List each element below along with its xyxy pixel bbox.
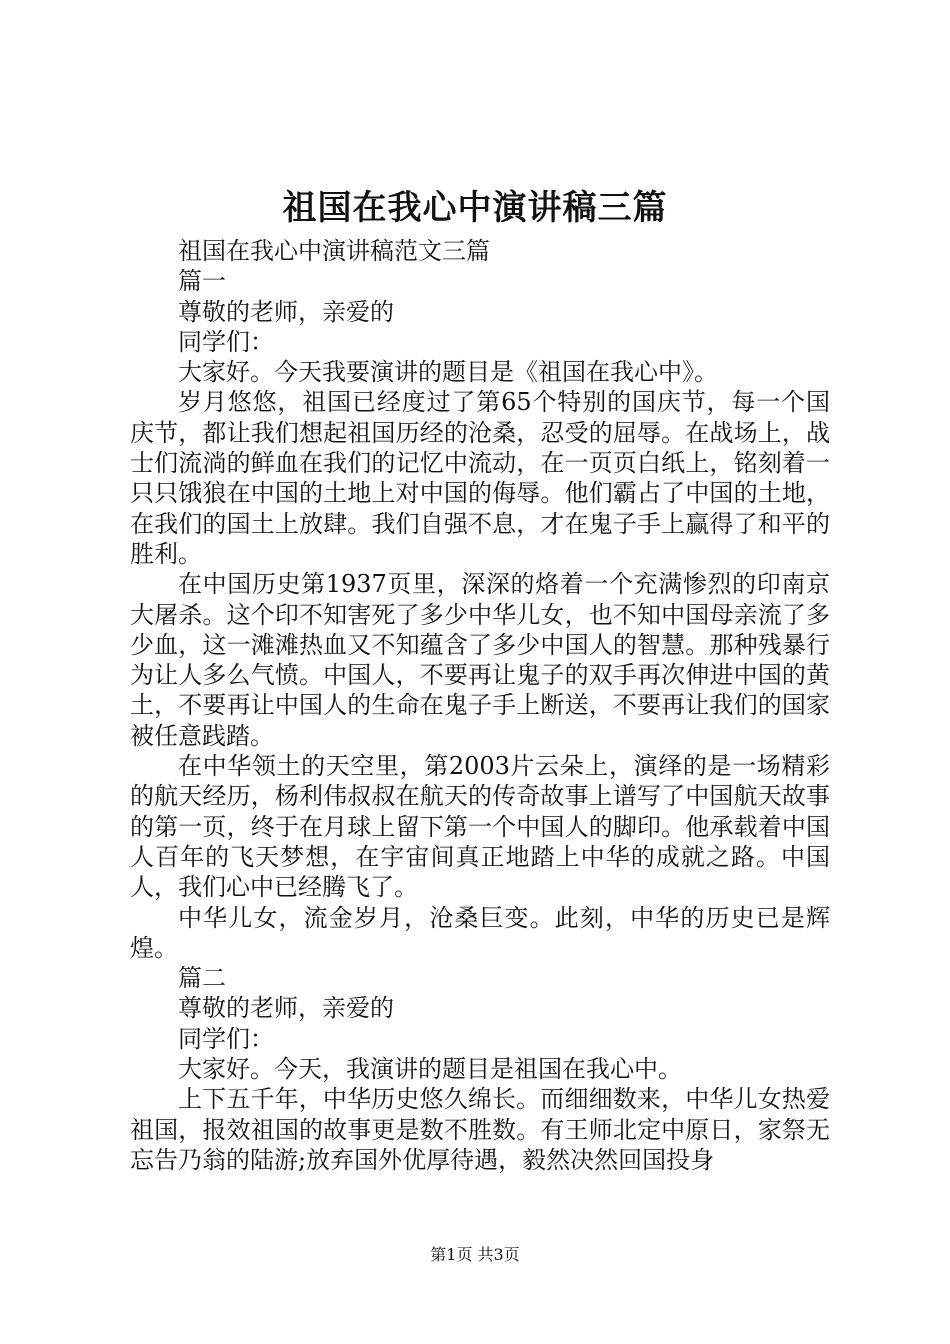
document-body xyxy=(130,236,830,1175)
paragraph: 中华儿女，流金岁月，沧桑巨变。此刻，中华的历史已是辉煌。 xyxy=(130,903,830,962)
paragraph: 岁月悠悠，祖国已经度过了第65个特别的国庆节，每一个国庆节，都让我们想起祖国历经的沧桑，忍受的屈辱。在战场上，战士们流淌的鲜血在我们的记忆中流动，在一页页白纸上，铭刻着一只只饿狼在中国的土地上对中国的侮辱。他们霸占了中国的土地，在我们的国土上放肆。我们自强不息，才在鬼子手上赢得了和平的胜利。 xyxy=(130,388,830,568)
paragraph: 尊敬的老师，亲爱的 xyxy=(178,994,394,1023)
document-title: 祖国在我心中演讲稿三篇 xyxy=(282,188,668,228)
paragraph: 在中国历史第1937页里，深深的烙着一个充满惨烈的印南京大屠杀。这个印不知害死了多少中华儿女，也不知中国母亲流了多少血，这一滩滩热血又不知蕴含了多少中国人的智慧。那种残暴行为让人多么气愤。中国人，不要再让鬼子的双手再次伸进中国的黄土，不要再让中国人的生命在鬼子手上断送，不要再让我们的国家被任意践踏。 xyxy=(130,570,830,750)
paragraph: 祖国在我心中演讲稿范文三篇 xyxy=(178,237,490,265)
paragraph: 大家好。今天我要演讲的题目是《祖国在我心中》。 xyxy=(178,358,718,387)
paragraph: 上下五千年，中华历史悠久绵长。而细细数来，中华儿女热爱祖国，报效祖国的故事更是数不胜数。有王师北定中原日，家祭无忘告乃翁的陆游;放弃国外优厚待遇，毅然决然回国投身 xyxy=(130,1085,830,1174)
paragraph: 大家好。今天，我演讲的题目是祖国在我心中。 xyxy=(178,1055,682,1084)
paragraph: 篇二 xyxy=(178,964,226,993)
paragraph: 尊敬的老师，亲爱的 xyxy=(178,297,394,326)
paragraph: 同学们： xyxy=(178,1024,274,1053)
paragraph: 同学们： xyxy=(178,327,274,356)
page-footer: 第1页 共3页 xyxy=(430,1245,520,1264)
paragraph: 在中华领土的天空里，第2003片云朵上，演绎的是一场精彩的航天经历，杨利伟叔叔在航天的传奇故事上谱写了中国航天故事的第一页，终于在月球上留下第一个中国人的脚印。他承载着中国人百年的飞天梦想，在宇宙间真正地踏上中华的成就之路。中国人，我们心中已经腾飞了。 xyxy=(130,752,830,902)
paragraph: 篇一 xyxy=(178,267,226,296)
